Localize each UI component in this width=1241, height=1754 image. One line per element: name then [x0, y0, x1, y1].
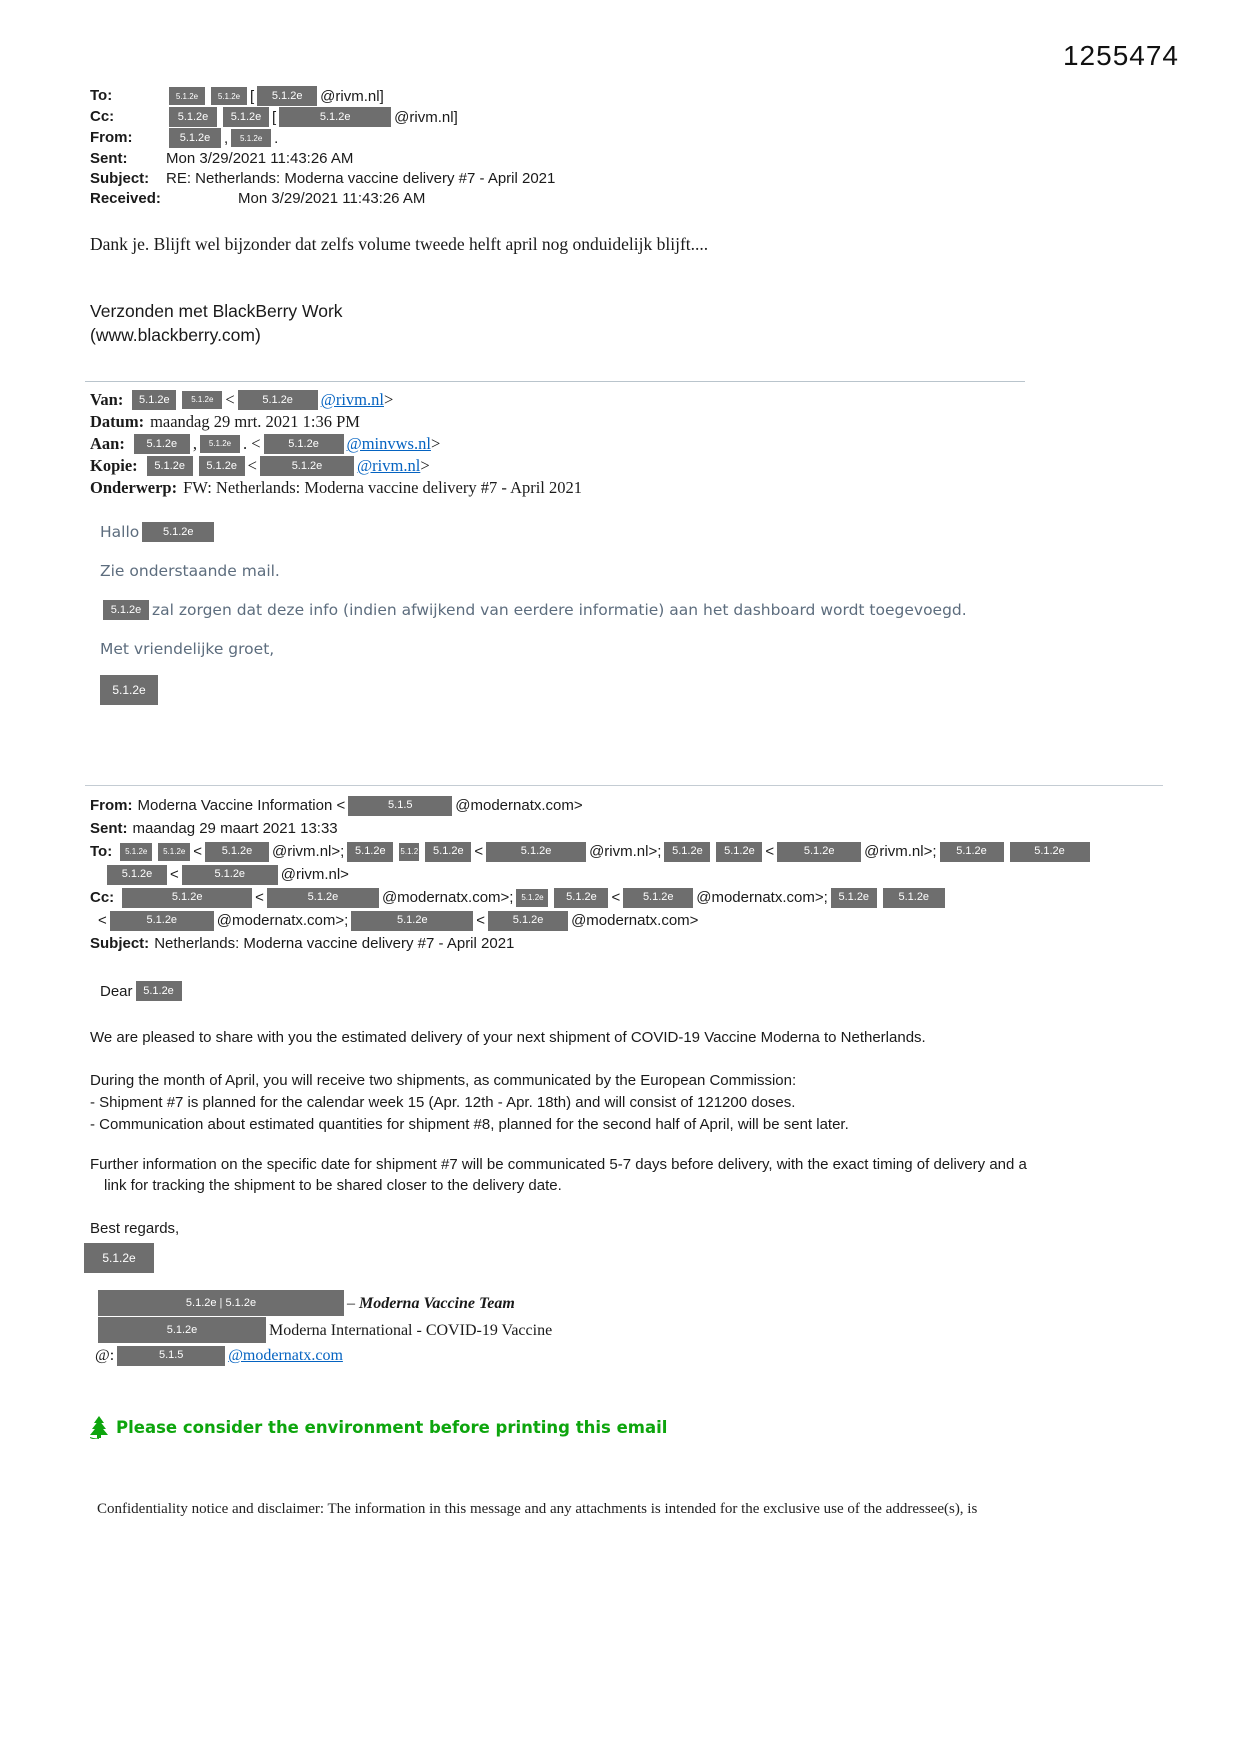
text-segment: @rivm.nl>; [864, 843, 937, 860]
redaction-box: 5.1.2e [211, 87, 247, 105]
redaction-box: 5.1.2e [425, 842, 471, 862]
redaction-box: 5.1.2e [103, 600, 149, 620]
moderna-label: Sent: [90, 820, 128, 837]
reply-line: Zie onderstaande mail. [100, 562, 280, 580]
redaction-box: 5.1.2e [260, 456, 354, 476]
text-segment: < [476, 912, 486, 929]
text-segment: < [765, 843, 775, 860]
text-segment: @modernatx.com>; [216, 912, 349, 929]
header-value [166, 149, 353, 168]
text-segment: @rivm.nl] [320, 87, 384, 105]
text-segment: . < [242, 434, 261, 453]
text-segment: @rivm.nl> [280, 866, 349, 883]
header-value [166, 128, 278, 148]
text-segment: Netherlands: Moderna vaccine delivery #7 - April 2021 [154, 935, 515, 952]
moderna-value [117, 840, 1092, 863]
redaction-box: 5.1.2e [134, 434, 190, 454]
fwd-row-kopie [90, 456, 1241, 476]
forwarded-header-block [90, 390, 1241, 498]
header-value [166, 107, 458, 127]
list-item: - Shipment #7 is planned for the calendar week 15 (Apr. 12th - Apr. 18th) and will consist of 121200 doses. [90, 1094, 796, 1111]
text-segment: maandag 29 maart 2021 13:33 [132, 820, 338, 837]
moderna-value [104, 863, 349, 886]
text-segment: < [170, 866, 179, 883]
redaction-box: 5.1.2e [169, 128, 221, 148]
fwd-row-onderwerp [90, 478, 1241, 498]
redaction-box: 5.1.2e [777, 842, 861, 862]
text-segment: @modernatx.com> [455, 797, 583, 814]
redaction-box: 5.1.2e [142, 522, 214, 542]
redaction-box: 5.1.2e [98, 1317, 266, 1343]
header-label: Cc: [90, 108, 115, 125]
reply-line [100, 600, 1241, 620]
redaction-box: 5.1.5 [348, 796, 452, 816]
fwd-label: Van: [90, 390, 124, 409]
greeting-line [100, 522, 1241, 542]
header-label: Sent: [90, 150, 128, 167]
moderna-label: Subject: [90, 935, 150, 952]
text-segment: zal zorgen dat deze info (indien afwijkend van eerdere informatie) aan het dashboard wordt toegevoegd. [152, 601, 967, 619]
text-segment: Hallo [100, 523, 140, 541]
text-segment: RE: Netherlands: Moderna vaccine delivery #7 - April 2021 [166, 170, 556, 187]
redaction-box: 5.1.2e [182, 391, 222, 409]
moderna-email-header [90, 794, 1241, 955]
moderna-row-from [90, 794, 1241, 817]
text-segment: < [225, 390, 235, 409]
closing-line: Best regards, [90, 1220, 180, 1237]
redaction-box: 5.1.2e [1010, 842, 1090, 862]
email-address-link[interactable]: @modernatx.com [228, 1347, 343, 1364]
redaction-box: 5.1.2e [488, 911, 568, 931]
redaction-box: 5.1.2e [84, 1243, 154, 1273]
redaction-box: 5.1.2e [132, 390, 176, 410]
salutation-line [100, 981, 1241, 1001]
text-segment: > [383, 390, 394, 409]
fwd-label: Datum: [90, 412, 145, 431]
text-segment: Mon 3/29/2021 11:43:26 AM [238, 190, 426, 207]
header-label: From: [90, 129, 133, 146]
text-segment: > [420, 456, 430, 475]
redaction-box: 5.1.2e [147, 456, 193, 476]
redaction-box: 5.1.2e [940, 842, 1004, 862]
redaction-box: 5.1.2e [257, 86, 317, 106]
redaction-box: 5.1.5 [117, 1346, 225, 1366]
redaction-box: 5.1.2e [231, 129, 271, 147]
text-segment: < [611, 889, 621, 906]
header-value [166, 189, 425, 208]
redaction-box: 5.1.2e [169, 87, 205, 105]
redaction-box: 5.1.2e [351, 911, 473, 931]
moderna-value [138, 794, 583, 817]
email-address-link[interactable]: @minvws.nl [346, 434, 431, 453]
moderna-value [119, 886, 948, 909]
text-segment: @modernatx.com>; [381, 889, 514, 906]
text-segment: Moderna Vaccine Team [359, 1294, 515, 1312]
header-row-subject [90, 169, 1241, 188]
text-segment: @rivm.nl>; [589, 843, 662, 860]
text-segment: FW: Netherlands: Moderna vaccine delivery #7 - April 2021 [183, 478, 583, 497]
redaction-box: 5.1.2e [107, 865, 167, 885]
moderna-label: To: [90, 843, 113, 860]
header-row-cc [90, 107, 1241, 127]
redaction-box: 5.1.2e [279, 107, 391, 127]
moderna-row-cc [90, 886, 1241, 909]
redaction-box: 5.1.2e [883, 888, 945, 908]
redaction-box: 5.1.2e [182, 865, 278, 885]
text-segment: < [193, 843, 202, 860]
paragraph-line: Further information on the specific date for shipment #7 will be communicated 5-7 days before delivery, with the exact timing of delivery and a [90, 1156, 1027, 1173]
text-segment: @rivm.nl] [394, 108, 458, 126]
redaction-box: 5.1.2e [831, 888, 877, 908]
fwd-label: Kopie: [90, 456, 138, 475]
fwd-row-aan [90, 434, 1241, 454]
list-intro: During the month of April, you will receive two shipments, as communicated by the European Commission: [90, 1072, 797, 1089]
redaction-box: 5.1.2e [516, 889, 548, 907]
moderna-row-to [90, 840, 1241, 863]
fwd-value [129, 390, 393, 410]
redaction-box: 5.1.2e | 5.1.2e [98, 1290, 344, 1316]
fwd-value [144, 456, 430, 476]
moderna-value [98, 909, 698, 932]
fwd-value [150, 412, 360, 432]
email-address-link[interactable]: @rivm.nl [320, 390, 384, 409]
redaction-box: 5.1.2e [267, 888, 379, 908]
redaction-box: 5.1.2e [200, 435, 240, 453]
redaction-box: 5.1.2e [110, 911, 214, 931]
redaction-box: 5.1.2e [120, 843, 152, 861]
fwd-label: Onderwerp: [90, 478, 178, 497]
redaction-box: 5.1.2e [100, 675, 158, 705]
dutch-reply-body [100, 522, 1241, 705]
moderna-label: From: [90, 797, 133, 814]
signature-row [95, 1317, 1241, 1343]
moderna-row-to-continued [104, 863, 1241, 886]
redaction-box: 5.1.2e [486, 842, 586, 862]
closing-line: Met vriendelijke groet, [100, 640, 275, 658]
text-segment: [ [250, 87, 255, 105]
header-row-received [90, 189, 1241, 208]
text-segment: < [255, 889, 264, 906]
redaction-box: 5.1.2e [122, 888, 252, 908]
blackberry-line: Verzonden met BlackBerry Work [90, 301, 343, 321]
moderna-value [133, 817, 338, 840]
redaction-box: 5.1.2e [158, 843, 190, 861]
redaction-box: 5.1.2e [623, 888, 693, 908]
text-segment: @: [95, 1347, 115, 1364]
redaction-box: 5.1.2e [136, 981, 182, 1001]
section-divider [85, 785, 1163, 786]
moderna-row-sent [90, 817, 1241, 840]
fwd-label: Aan: [90, 434, 125, 453]
shipment-list [90, 1070, 1241, 1136]
body-paragraph: We are pleased to share with you the estimated delivery of your next shipment of COVID-19 Vaccine Moderna to Netherlands. [90, 1029, 926, 1046]
tree-icon [88, 1415, 110, 1439]
text-segment: . [274, 129, 279, 147]
section-divider [85, 381, 1025, 382]
email-address-link[interactable]: @rivm.nl [356, 456, 421, 475]
environment-notice [88, 1415, 1241, 1439]
header-label: Received: [90, 190, 161, 207]
text-segment: < [247, 456, 257, 475]
body-paragraph [90, 1154, 1241, 1196]
moderna-label: Cc: [90, 889, 115, 906]
header-label: To: [90, 87, 113, 104]
header-row-from [90, 128, 1241, 148]
text-segment: – [347, 1294, 359, 1312]
redaction-box: 5.1.2e [264, 434, 344, 454]
text-segment: @rivm.nl>; [271, 843, 345, 860]
confidentiality-notice: Confidentiality notice and disclaimer: The information in this message and any attachments is intended for the exclusive use of the addressee(s), is [97, 1501, 978, 1517]
fwd-row-datum [90, 412, 1241, 432]
email-header-block [90, 86, 1241, 208]
fwd-value [183, 478, 582, 498]
blackberry-url: (www.blackberry.com) [90, 325, 261, 345]
fwd-row-van [90, 390, 1241, 410]
text-segment: < [474, 843, 484, 860]
list-item: - Communication about estimated quantities for shipment #8, planned for the second half of April, will be sent later. [90, 1116, 849, 1133]
text-segment: , [224, 129, 229, 147]
sent-with-blackberry [90, 299, 1241, 347]
redaction-box: 5.1.2e [554, 888, 608, 908]
reply-message-text: Dank je. Blijft wel bijzonder dat zelfs volume tweede helft april nog onduidelijk blijft.... [90, 234, 709, 254]
text-segment: Moderna International - COVID-19 Vaccine [269, 1321, 553, 1339]
paragraph-line: link for tracking the shipment to be shared closer to the delivery date. [104, 1177, 562, 1194]
text-segment: < [98, 912, 107, 929]
header-label: Subject: [90, 170, 150, 187]
redaction-box: 5.1.2 [399, 843, 419, 861]
redaction-box: 5.1.2e [199, 456, 245, 476]
fwd-value [131, 434, 440, 454]
moderna-row-cc-continued [98, 909, 1241, 932]
text-segment: @modernatx.com> [571, 912, 699, 929]
redaction-box: 5.1.2e [238, 390, 318, 410]
redaction-box: 5.1.2e [664, 842, 710, 862]
text-segment: maandag 29 mrt. 2021 1:36 PM [150, 412, 360, 431]
header-row-to [90, 86, 1241, 106]
moderna-value [154, 932, 514, 955]
text-segment: , [192, 434, 197, 453]
header-value [166, 86, 384, 106]
document-number: 1255474 [1062, 40, 1179, 71]
text-segment: > [430, 434, 441, 453]
moderna-row-subject [90, 932, 1241, 955]
redaction-box: 5.1.2e [205, 842, 269, 862]
header-row-sent [90, 149, 1241, 168]
redaction-box: 5.1.2e [716, 842, 762, 862]
redaction-box: 5.1.2e [169, 107, 217, 127]
signature-block [95, 1290, 1241, 1367]
header-value [166, 169, 555, 188]
text-segment: Dear [100, 982, 133, 1000]
text-segment: Mon 3/29/2021 11:43:26 AM [166, 150, 354, 167]
environment-notice-text: Please consider the environment before printing this email [116, 1417, 668, 1437]
signature-row [95, 1290, 1241, 1316]
redaction-box: 5.1.2e [223, 107, 269, 127]
text-segment: Moderna Vaccine Information < [137, 797, 346, 814]
signature-row [95, 1344, 1241, 1367]
redaction-box: 5.1.2e [347, 842, 393, 862]
text-segment: [ [272, 108, 277, 126]
text-segment: @modernatx.com>; [696, 889, 828, 906]
